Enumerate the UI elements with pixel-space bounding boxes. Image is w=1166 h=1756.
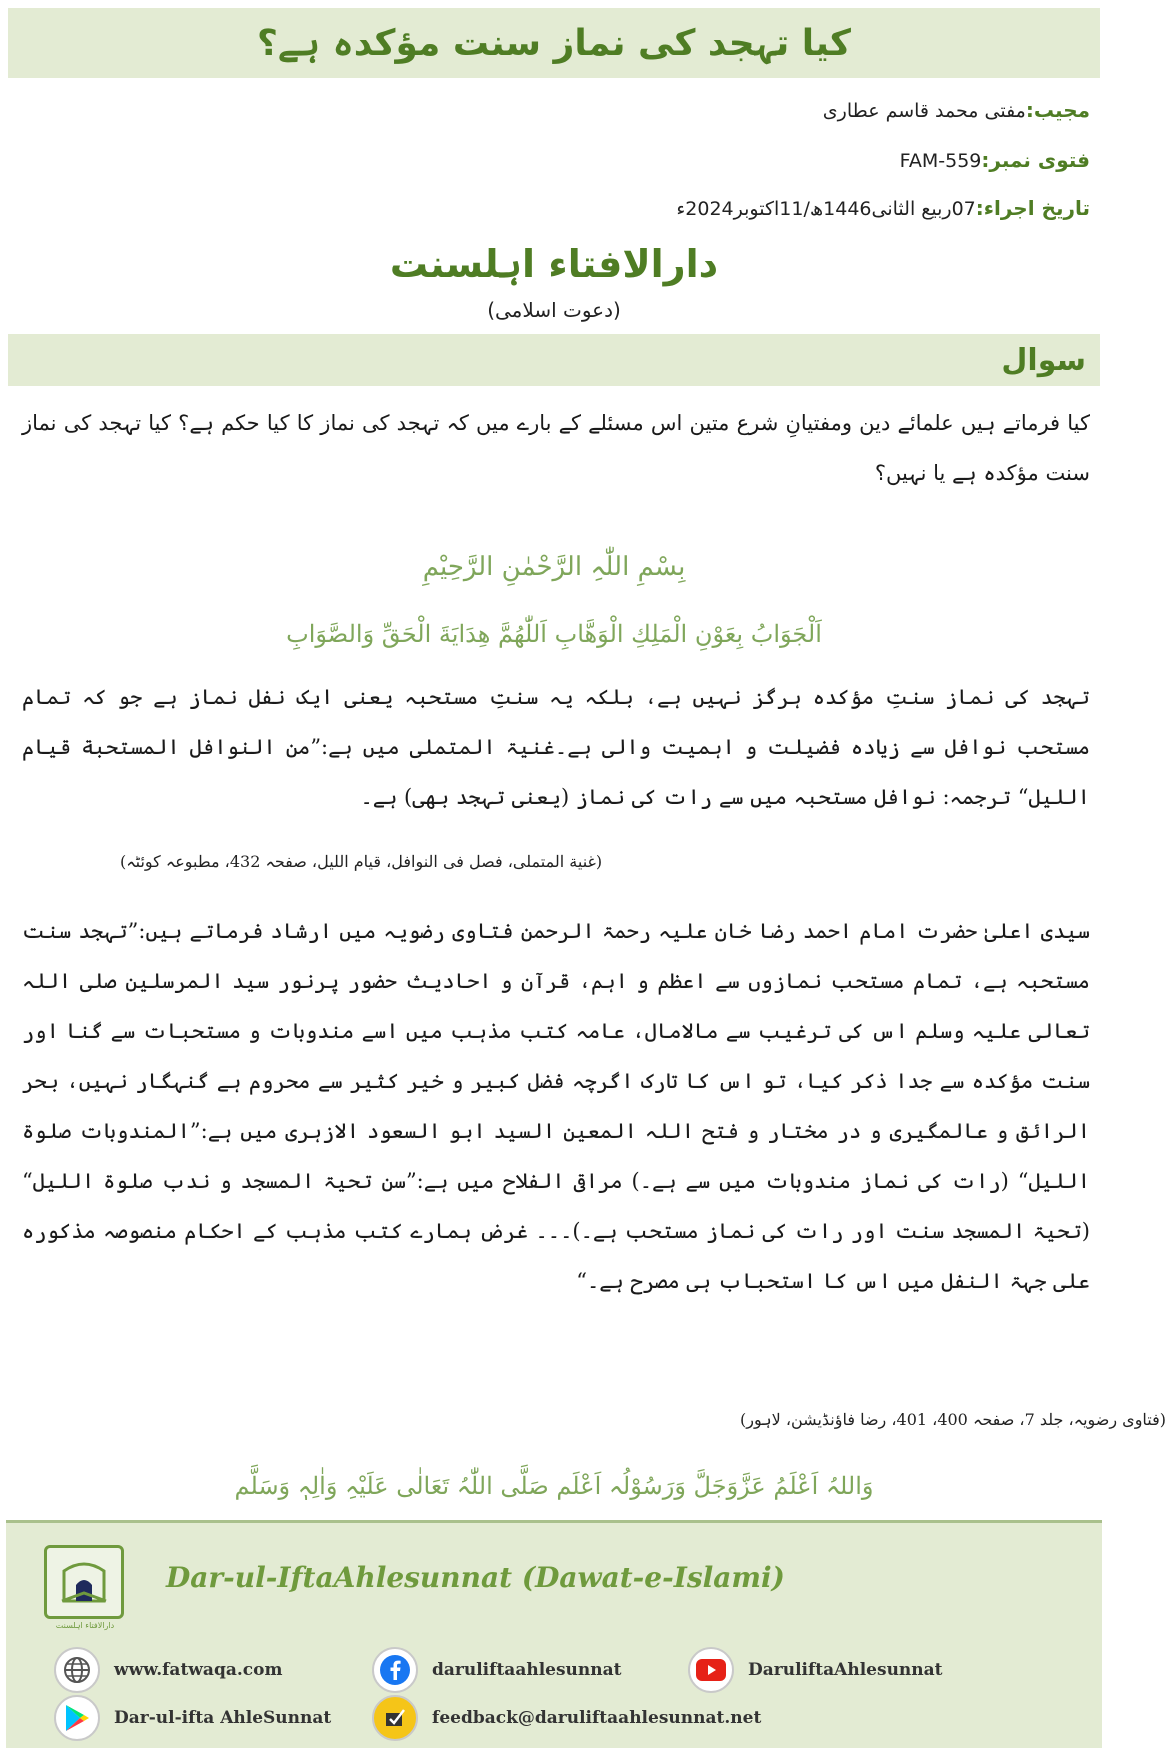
closing-invocation: وَاللہُ اَعْلَمُ عَزَّوَجَلَّ وَرَسُوْلُہ اَعْلَم صَلَّی اللّٰہُ تَعَالٰی عَلَیْہِ وَاٰلِہٖ وَسَلَّم — [234, 1472, 874, 1500]
question-heading: سوال — [1001, 342, 1086, 378]
title-banner — [8, 8, 1100, 78]
logo-caption: دارالافتاء اہلسنت — [55, 1621, 115, 1630]
mujib-value: مفتی محمد قاسم عطاری — [822, 100, 1026, 122]
question-text: کیا فرماتے ہیں علمائے دین ومفتیانِ شرع متین اس مسئلے کے بارے میں کہ تہجد کی نماز کا کیا حکم ہے؟ کیا تہجد کی نماز سنت مؤکدہ ہے یا نہیں؟ — [22, 411, 1090, 485]
feedback-link[interactable] — [372, 1695, 761, 1741]
citation-fatawa-rizwiyya: (فتاوی رضویہ، جلد 7، صفحہ 400، 401، رضا فاؤنڈیشن، لاہور) — [740, 1410, 1166, 1429]
youtube-link[interactable] — [688, 1647, 943, 1693]
facebook-icon — [372, 1647, 418, 1693]
mujib-line — [823, 98, 1090, 122]
fatwa-number-line — [900, 148, 1090, 172]
globe-icon — [54, 1647, 100, 1693]
organization-name: دارالافتاء اہلسنت — [389, 242, 719, 286]
organization-subtitle: (دعوت اسلامی) — [487, 298, 621, 322]
facebook-link[interactable] — [372, 1647, 621, 1693]
bismillah: بِسْمِ اللّٰہِ الرَّحْمٰنِ الرَّحِیْمِ — [422, 552, 686, 582]
play-store-text: Dar-ul-ifta AhleSunnat — [114, 1708, 332, 1728]
footer — [6, 1520, 1102, 1748]
darulifta-logo-icon — [44, 1545, 124, 1619]
feedback-icon — [372, 1695, 418, 1741]
facebook-text: daruliftaahlesunnat — [432, 1660, 622, 1680]
fatwa-number-label: فتوی نمبر: — [981, 148, 1090, 172]
youtube-text: DaruliftaAhlesunnat — [748, 1660, 943, 1680]
mujib-label: مجیب: — [1025, 98, 1090, 122]
website-link[interactable] — [54, 1647, 282, 1693]
youtube-icon — [688, 1647, 734, 1693]
question-banner — [8, 334, 1100, 386]
issue-date-value: 07ربیع الثانی1446ھ/11اکتوبر2024ء — [676, 198, 976, 220]
answer-opening: اَلْجَوَابُ بِعَوْنِ الْمَلِكِ الْوَهَّابِ اَللّٰهُمَّ هِدَايَةَ الْحَقِّ وَالصَّوَابِ — [286, 620, 822, 648]
page-title: کیا تہجد کی نماز سنت مؤکدہ ہے؟ — [257, 22, 851, 64]
play-store-icon — [54, 1695, 100, 1741]
website-text: www.fatwaqa.com — [114, 1660, 283, 1680]
fatwa-number-value: FAM-559 — [899, 150, 982, 172]
brand-name: Dar-ul-IftaAhlesunnat (Dawat-e-Islami) — [166, 1561, 785, 1594]
answer-paragraph-1: تہجد کی نماز سنتِ مؤکدہ ہرگز نہیں ہے، بلکہ یہ سنتِ مستحبہ یعنی ایک نفل نماز ہے جو کہ تمام مستحب نوافل سے زیادہ فضیلت و اہمیت والی ہے۔غنیۃ المتملی میں ہے:”من النوافل المستحبة قیام اللیل“ ترجمہ: نوافل مستحبہ میں سے رات کی نماز (یعنی تہجد بھی) ہے۔ — [22, 685, 1090, 809]
play-store-link[interactable] — [54, 1695, 331, 1741]
issue-date-label: تاریخ اجراء: — [975, 196, 1090, 220]
citation-ghunya: (غنية المتملی، فصل فی النوافل، قیام اللیل، صفحہ 432، مطبوعہ کوئٹہ) — [120, 852, 603, 871]
issue-date-line — [676, 196, 1090, 220]
feedback-email-text: feedback@daruliftaahlesunnat.net — [432, 1708, 762, 1728]
answer-paragraph-2: سیدی اعلیٰ حضرت امام احمد رضا خان علیہ رحمۃ الرحمن فتاوی رضویہ میں ارشاد فرماتے ہیں:”تہجد سنت مستحبہ ہے، تمام مستحب نمازوں سے اعظم و اہم، قرآن و احادیث حضور پرنور سید المرسلین صلی اللہ تعالی علیہ وسلم اس کی ترغیب سے مالامال، عامہ کتب مذہب میں اسے مندوبات و مستحبات سے گنا اور سنت مؤکدہ سے جدا ذکر کیا، تو اس کا تارک اگرچہ فضل کبیر و خیر کثیر سے محروم ہے گنہگار نہیں، بحر الرائق و عالمگیری و در مختار و فتح اللہ المعین السید ابو السعود الازہری میں ہے:”المندوبات صلوۃ اللیل“ (رات کی نماز مندوبات میں سے ہے۔) مراقی الفلاح میں ہے:”سن تحیۃ المسجد و ندب صلوۃ اللیل“ (تحیۃ المسجد سنت اور رات کی نماز مستحب ہے۔)۔۔۔ غرض ہمارے کتب مذہب کے احکام منصوصہ مذکورہ علی جہۃ النفل میں اس کا استحباب ہی مصرح ہے۔“ — [22, 919, 1090, 1293]
